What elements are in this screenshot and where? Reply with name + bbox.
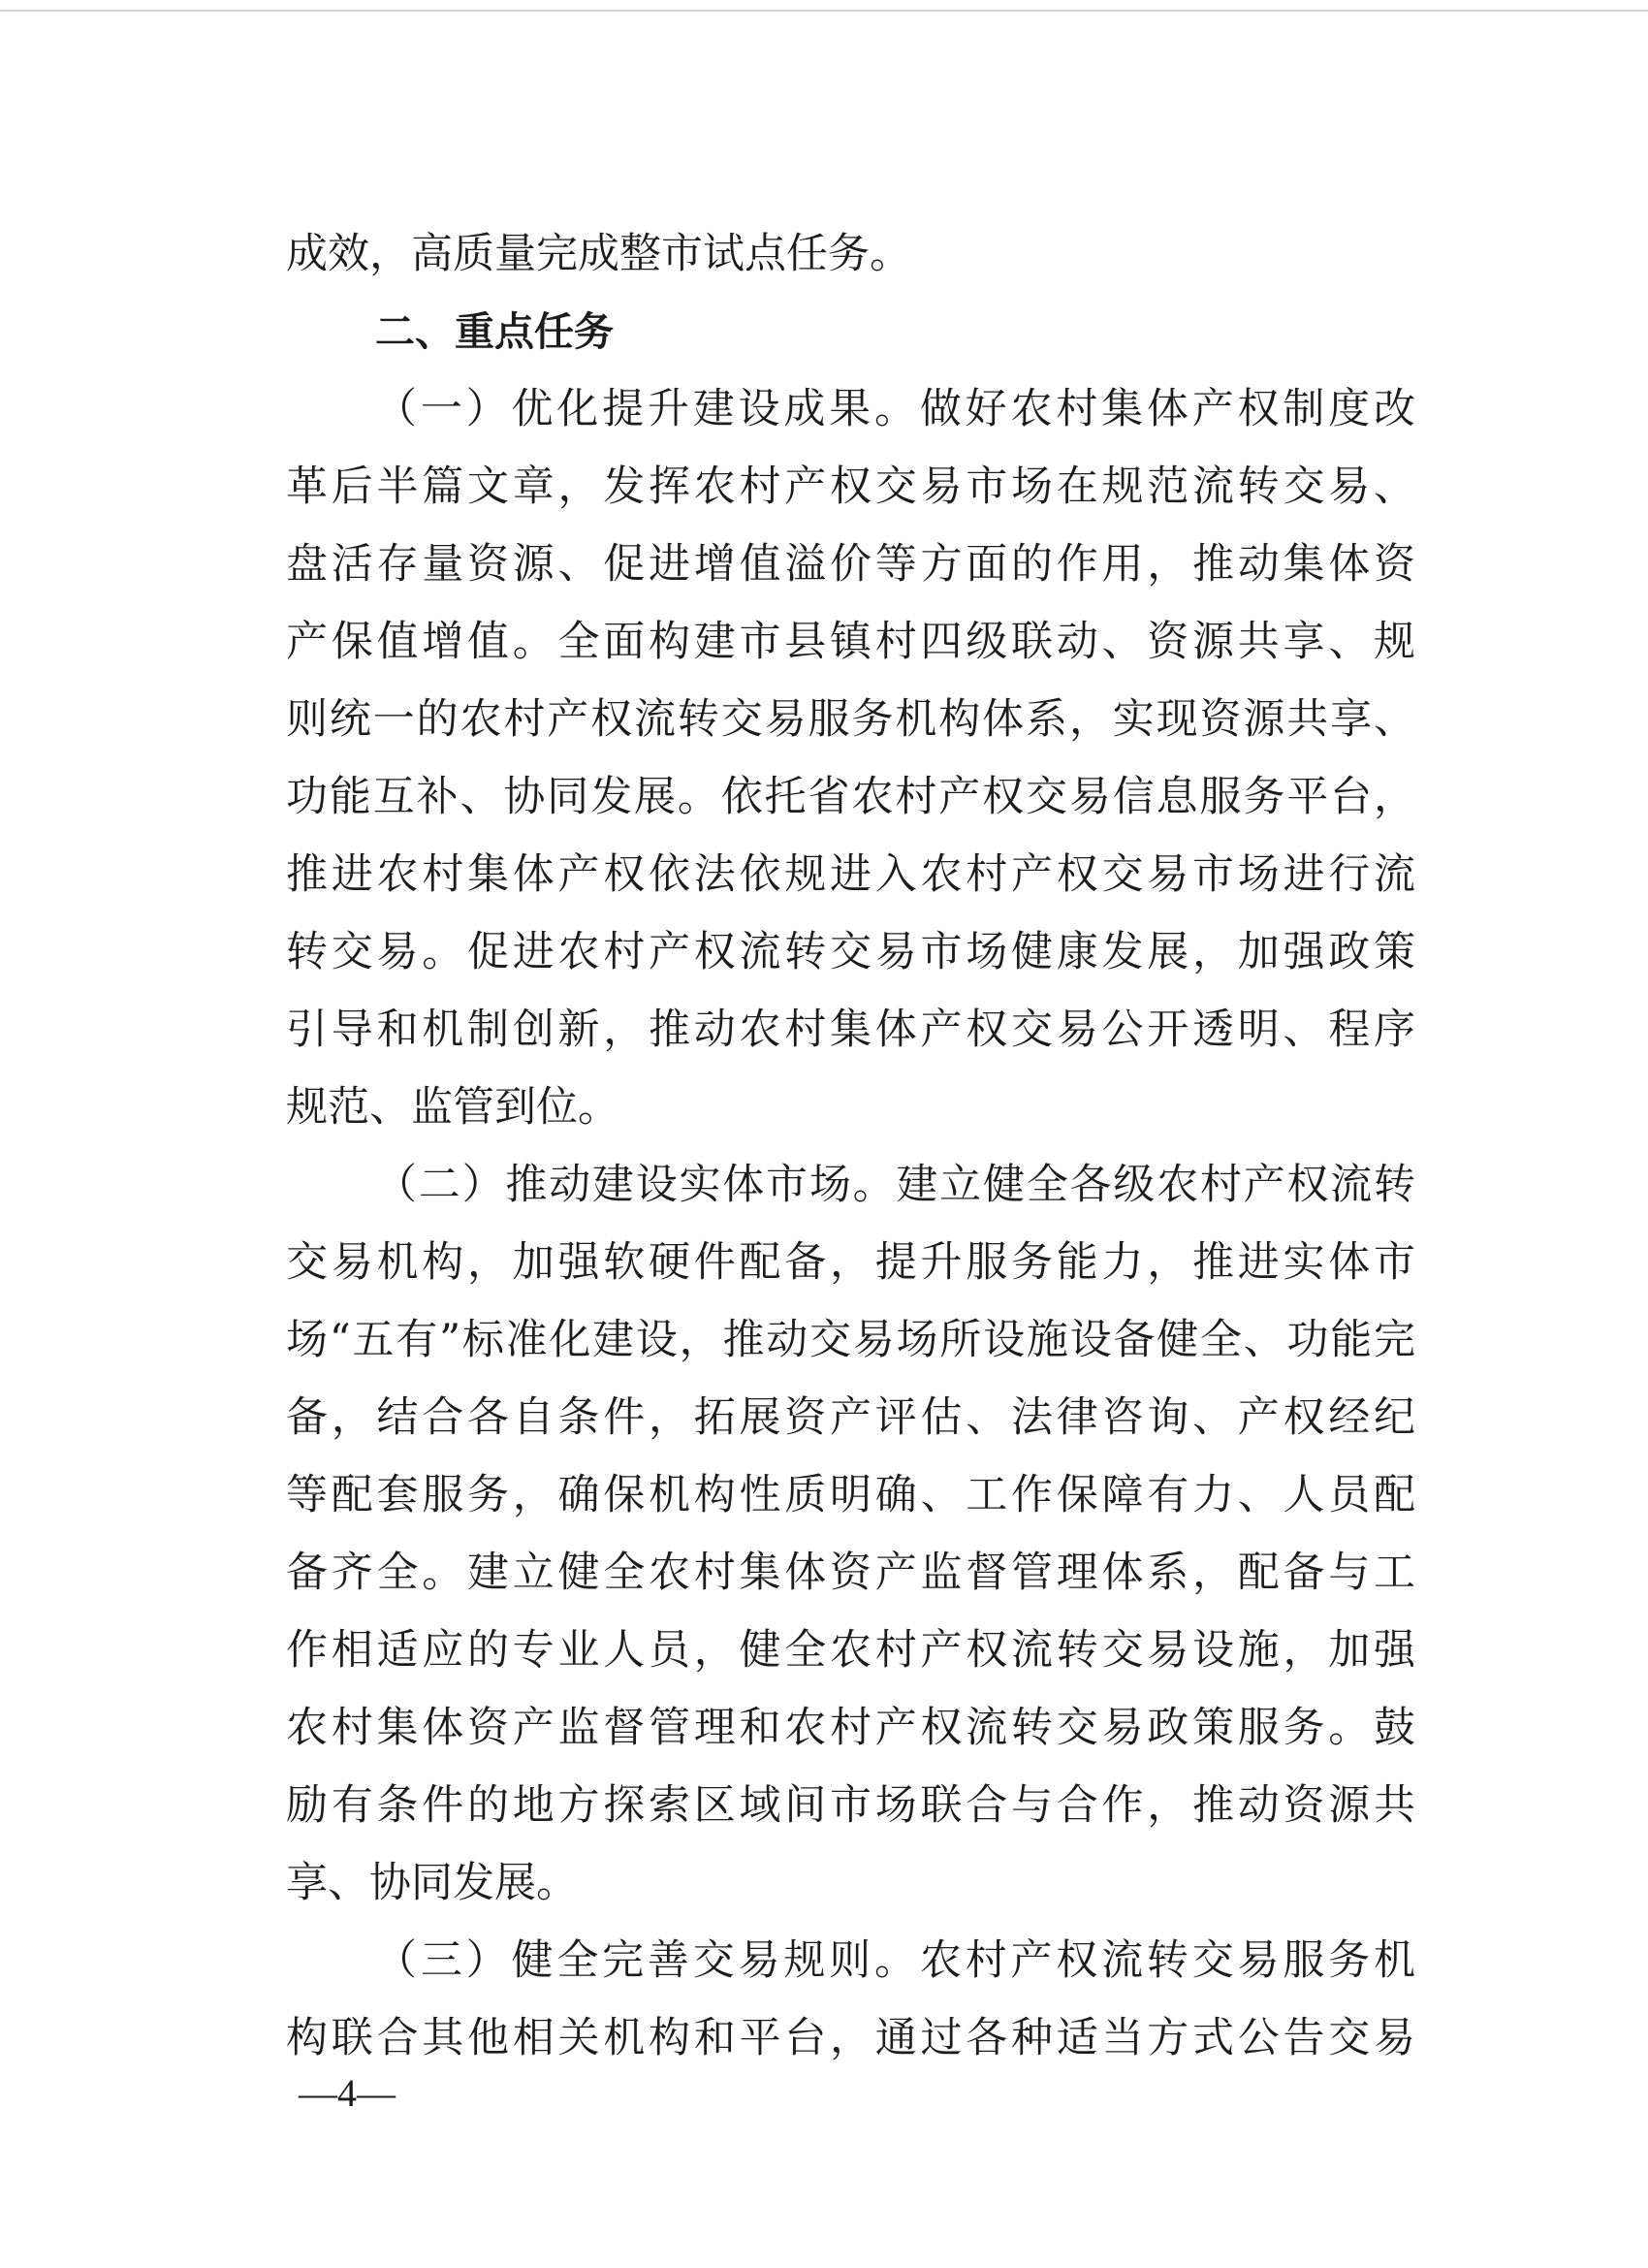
body-line: 规范、监管到位。 — [286, 1083, 619, 1132]
body-line: 交易机构，加强软硬件配备，提升服务能力，推进实体市 — [286, 1238, 1415, 1287]
body-line: 盘活存量资源、促进增值溢价等方面的作用，推动集体资 — [286, 540, 1415, 589]
body-line: （一）优化提升建设成果。做好农村集体产权制度改 — [375, 385, 1415, 433]
page-number: —4— — [299, 2071, 396, 2115]
body-line: 备齐全。建立健全农村集体资产监督管理体系，配备与工 — [286, 1549, 1415, 1597]
body-line: 场“五有”标准化建设，推动交易场所设施设备健全、功能完 — [286, 1316, 1415, 1364]
body-line: 享、协同发展。 — [286, 1859, 578, 1907]
body-line: 农村集体资产监督管理和农村产权流转交易政策服务。鼓 — [286, 1704, 1415, 1752]
document-body — [286, 215, 1415, 2077]
body-line: 革后半篇文章，发挥农村产权交易市场在规范流转交易、 — [286, 463, 1415, 511]
body-line: 等配套服务，确保机构性质明确、工作保障有力、人员配 — [286, 1471, 1415, 1519]
body-line: 引导和机制创新，推动农村集体产权交易公开透明、程序 — [286, 1006, 1415, 1054]
body-line: 构联合其他相关机构和平台，通过各种适当方式公告交易 — [286, 2014, 1415, 2062]
body-line: 转交易。促进农村产权流转交易市场健康发展，加强政策 — [286, 928, 1415, 976]
body-line: 推进农村集体产权依法依规进入农村产权交易市场进行流 — [286, 850, 1415, 899]
body-line: 则统一的农村产权流转交易服务机构体系，实现资源共享、 — [286, 695, 1415, 744]
body-line: （二）推动建设实体市场。建立健全各级农村产权流转 — [375, 1161, 1415, 1209]
body-line: 励有条件的地方探索区域间市场联合与合作，推动资源共 — [286, 1781, 1415, 1830]
body-line: 成效，高质量完成整市试点任务。 — [286, 230, 911, 278]
body-line: 产保值增值。全面构建市县镇村四级联动、资源共享、规 — [286, 618, 1415, 666]
body-line: （三）健全完善交易规则。农村产权流转交易服务机 — [375, 1936, 1415, 1985]
body-line: 功能互补、协同发展。依托省农村产权交易信息服务平台， — [286, 773, 1415, 821]
body-line: 备，结合各自条件，拓展资产评估、法律咨询、产权经纪 — [286, 1393, 1415, 1442]
top-scan-edge — [0, 10, 1648, 12]
section-heading: 二、重点任务 — [375, 308, 614, 355]
body-line: 作相适应的专业人员，健全农村产权流转交易设施，加强 — [286, 1626, 1415, 1675]
